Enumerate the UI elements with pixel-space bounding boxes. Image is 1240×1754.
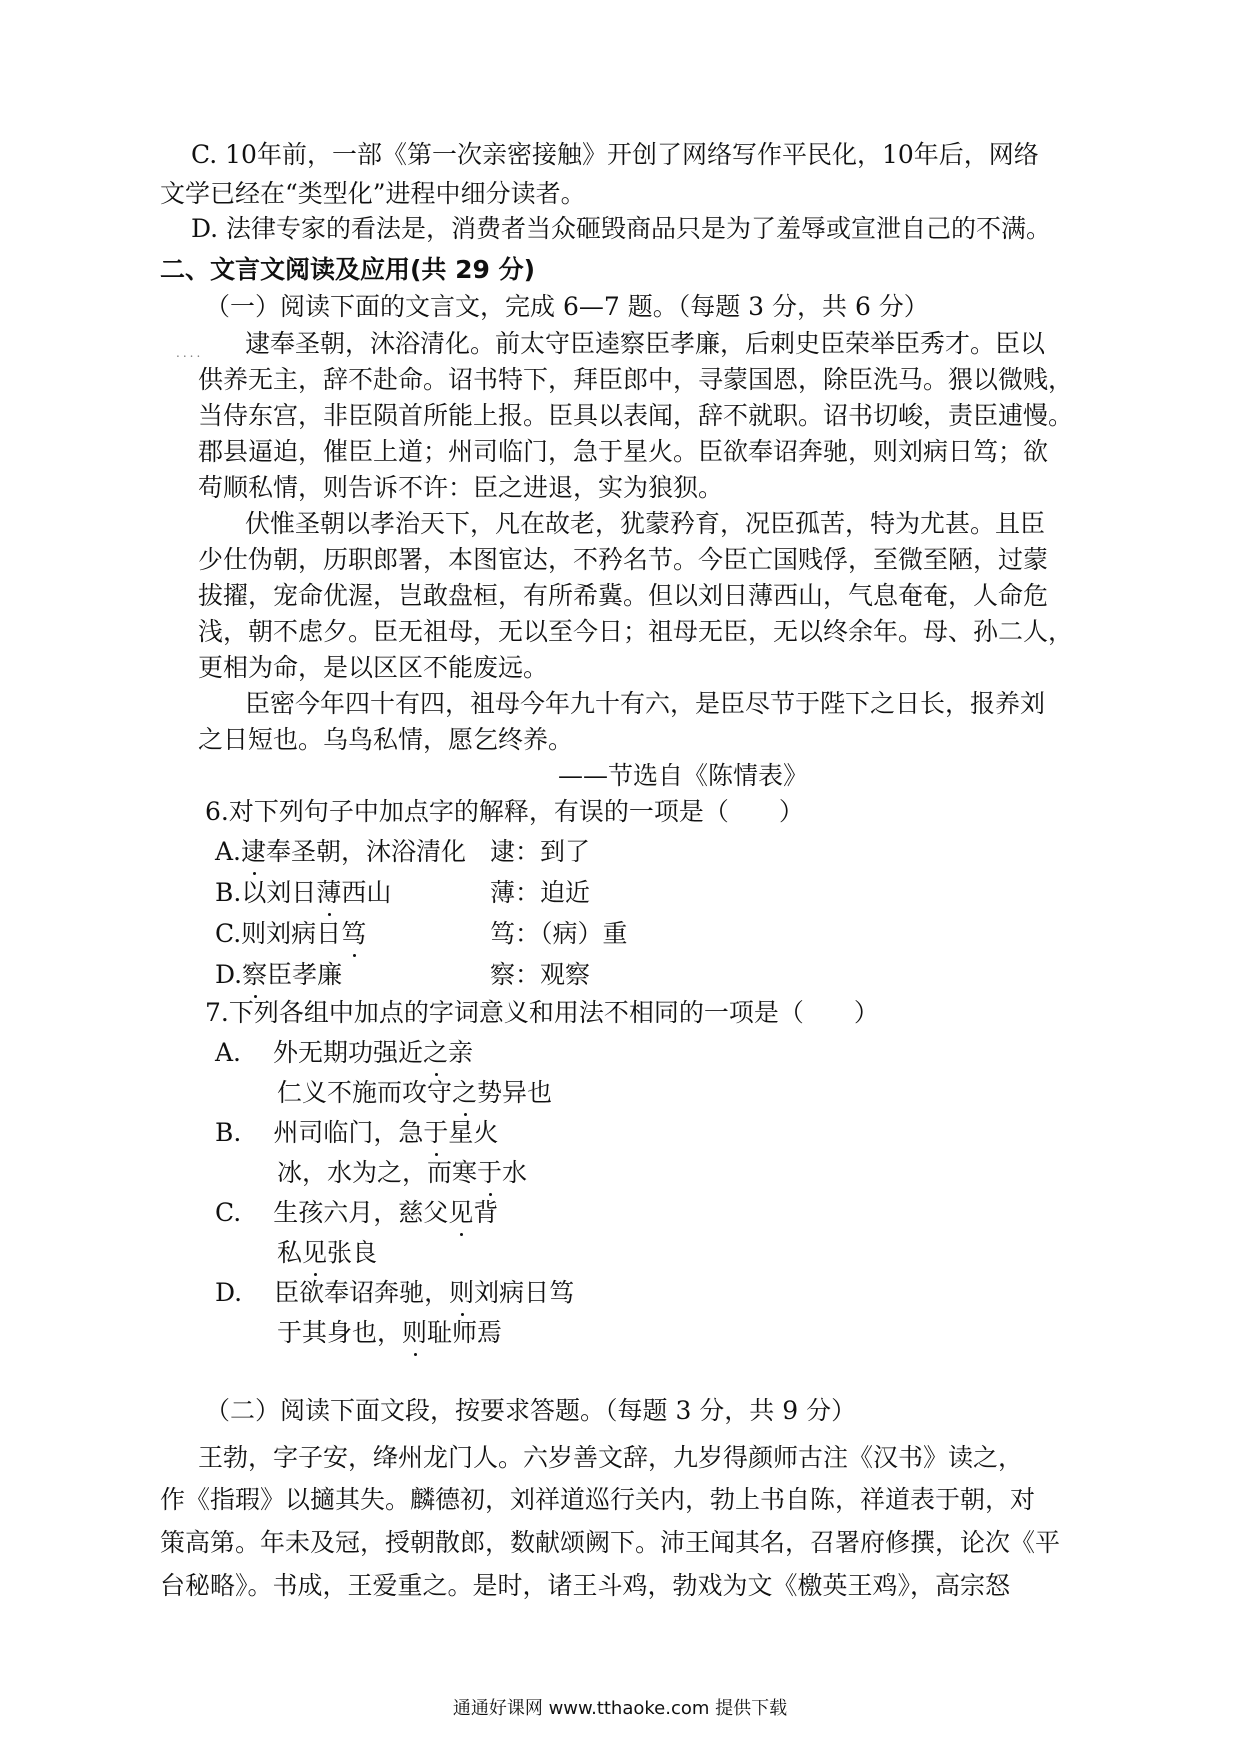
q6-option-c (215, 917, 366, 951)
q7-text: 星火 (448, 1118, 499, 1147)
q7-text: 冰，水为之，而寒 (277, 1158, 478, 1187)
passage-line: 之日短也。乌鸟私情，愿乞终养。 (198, 725, 574, 754)
q7-text: 背 (473, 1198, 499, 1227)
q7-group-a-s2 (277, 1076, 552, 1110)
q6-gloss-a: 逮：到了 (490, 837, 591, 866)
dotted-char: 见 (448, 1196, 473, 1230)
q6-option-text: 西山 (341, 878, 392, 907)
question-7-stem: 7.下列各组中加点的字词意义和用法不相同的一项是（ ） (205, 998, 879, 1027)
q7-text: 于其身也， (277, 1318, 403, 1347)
dotted-char: 薄 (316, 876, 341, 910)
option-c-line-2: 文学已经在“类型化”进程中细分读者。 (160, 179, 586, 208)
part-2-line: 王勃，字子安，绛州龙门人。六岁善文辞，九岁得颜师古注《汉书》读之， (198, 1443, 1024, 1472)
part-1-title: （一）阅读下面的文言文，完成 6—7 题。（每题 3 分，共 6 分） (205, 292, 929, 321)
q7-label: B. (215, 1118, 242, 1147)
dotted-char: 于 (423, 1116, 448, 1150)
part-2-title: （二）阅读下面文段，按要求答题。（每题 3 分，共 9 分） (205, 1396, 857, 1425)
q7-text: 外无期功强近 (273, 1038, 424, 1067)
option-d: D. 法律专家的看法是，消费者当众砸毁商品只是为了羞辱或宣泄自己的不满。 (191, 214, 1052, 243)
q7-group-b-s2 (277, 1156, 527, 1190)
passage-line: 更相为命，是以区区不能废远。 (198, 653, 549, 682)
passage-line: 少仕伪朝，历职郎署，本图宦达，不矜名节。今臣亡国贱俘，至微至陋，过蒙 (198, 545, 1049, 574)
q6-option-text: C.则刘病日 (215, 919, 342, 948)
q7-group-a-s1 (215, 1036, 473, 1070)
dotted-char: 逮 (241, 835, 266, 869)
q7-text: 州司临门，急 (273, 1118, 424, 1147)
q6-gloss-b: 薄：迫近 (490, 878, 591, 907)
passage-line: 苟顺私情，则告诉不许：臣之进退，实为狼狈。 (198, 473, 724, 502)
dotted-char: 笃 (341, 917, 366, 951)
dotted-char: 察 (242, 958, 267, 992)
passage-source: ——节选自《陈情表》 (558, 761, 809, 790)
q7-label: A. (215, 1038, 242, 1067)
part-2-line: 策高第。年未及冠，授朝散郎，数献颂阙下。沛王闻其名，召署府修撰，论次《平 (160, 1528, 1061, 1557)
dotted-char: 之 (423, 1036, 448, 1070)
q7-text: 生孩六月，慈父 (273, 1198, 449, 1227)
q6-gloss-d: 察：观察 (490, 960, 591, 989)
q6-option-text: 奉圣朝，沐浴清化 (266, 837, 467, 866)
margin-dots: .... (176, 346, 204, 360)
q6-option-text: D. (215, 960, 243, 989)
option-c-line-1: C. 10年前，一部《第一次亲密接触》开创了网络写作平民化，10年后，网络 (191, 140, 1039, 169)
part-2-line: 台秘略》。书成，王爱重之。是时，诸王斗鸡，勃戏为文《檄英王鸡》，高宗怒 (160, 1571, 1011, 1600)
q7-group-c-s1 (215, 1196, 498, 1230)
passage-line: 臣密今年四十有四，祖母今年九十有六，是臣尽节于陛下之日长，报养刘 (245, 689, 1046, 718)
q7-group-b-s1 (215, 1116, 498, 1150)
q6-option-d (215, 958, 342, 992)
passage-line: 郡县逼迫，催臣上道；州司临门，急于星火。臣欲奉诏奔驰，则刘病日笃；欲 (198, 437, 1049, 466)
q7-text: 私 (277, 1238, 303, 1267)
passage-line: 伏惟圣朝以孝治天下，凡在故老，犹蒙矜育，况臣孤苦，特为尤甚。且臣 (245, 509, 1046, 538)
passage-line: 当侍东宫，非臣陨首所能上报。臣具以表闻，辞不就职。诏书切峻，责臣逋慢。 (198, 401, 1074, 430)
q6-option-text: A. (215, 837, 242, 866)
dotted-char: 则 (402, 1316, 427, 1350)
dotted-char: 之 (452, 1076, 477, 1110)
dotted-char: 见 (302, 1236, 327, 1270)
q7-label: D. (215, 1278, 243, 1307)
q7-group-d-s1 (215, 1276, 574, 1310)
footer-watermark: 通通好课网 www.tthaoke.com 提供下载 (452, 1698, 788, 1719)
q7-text: 臣欲奉诏奔驰， (274, 1278, 450, 1307)
q7-text: 亲 (448, 1038, 474, 1067)
q6-option-text: 臣孝廉 (267, 960, 343, 989)
passage-line: 逮奉圣朝，沐浴清化。前太守臣逵察臣孝廉，后刺史臣荣举臣秀才。臣以 (245, 329, 1046, 358)
q6-option-a (215, 835, 466, 869)
q7-text: 水 (502, 1158, 528, 1187)
section-2-title: 二、文言文阅读及应用(共 29 分) (160, 255, 536, 284)
q6-option-b (215, 876, 391, 910)
part-2-line: 作《指瑕》以擿其失。麟德初，刘祥道巡行关内，勃上书自陈，祥道表于朝，对 (160, 1485, 1036, 1514)
q6-gloss-c: 笃：（病）重 (490, 919, 628, 948)
q7-group-c-s2 (277, 1236, 377, 1270)
dotted-char: 于 (477, 1156, 502, 1190)
q7-text: 耻师焉 (427, 1318, 503, 1347)
q7-text: 仁义不施而攻守 (277, 1078, 453, 1107)
q7-text: 刘病日笃 (474, 1278, 575, 1307)
dotted-char: 则 (449, 1276, 474, 1310)
q7-label: C. (215, 1198, 242, 1227)
passage-line: 供养无主，辞不赴命。诏书特下，拜臣郎中，寻蒙国恩，除臣洗马。猥以微贱， (198, 365, 1074, 394)
q7-text: 势异也 (477, 1078, 553, 1107)
q7-group-d-s2 (277, 1316, 502, 1350)
passage-line: 拔擢，宠命优渥，岂敢盘桓，有所希冀。但以刘日薄西山，气息奄奄，人命危 (198, 581, 1049, 610)
passage-line: 浅，朝不虑夕。臣无祖母，无以至今日；祖母无臣，无以终余年。母、孙二人， (198, 617, 1074, 646)
question-6-stem: 6.对下列句子中加点字的解释，有误的一项是（ ） (205, 797, 804, 826)
q6-option-text: B.以刘日 (215, 878, 317, 907)
q7-text: 张良 (327, 1238, 378, 1267)
